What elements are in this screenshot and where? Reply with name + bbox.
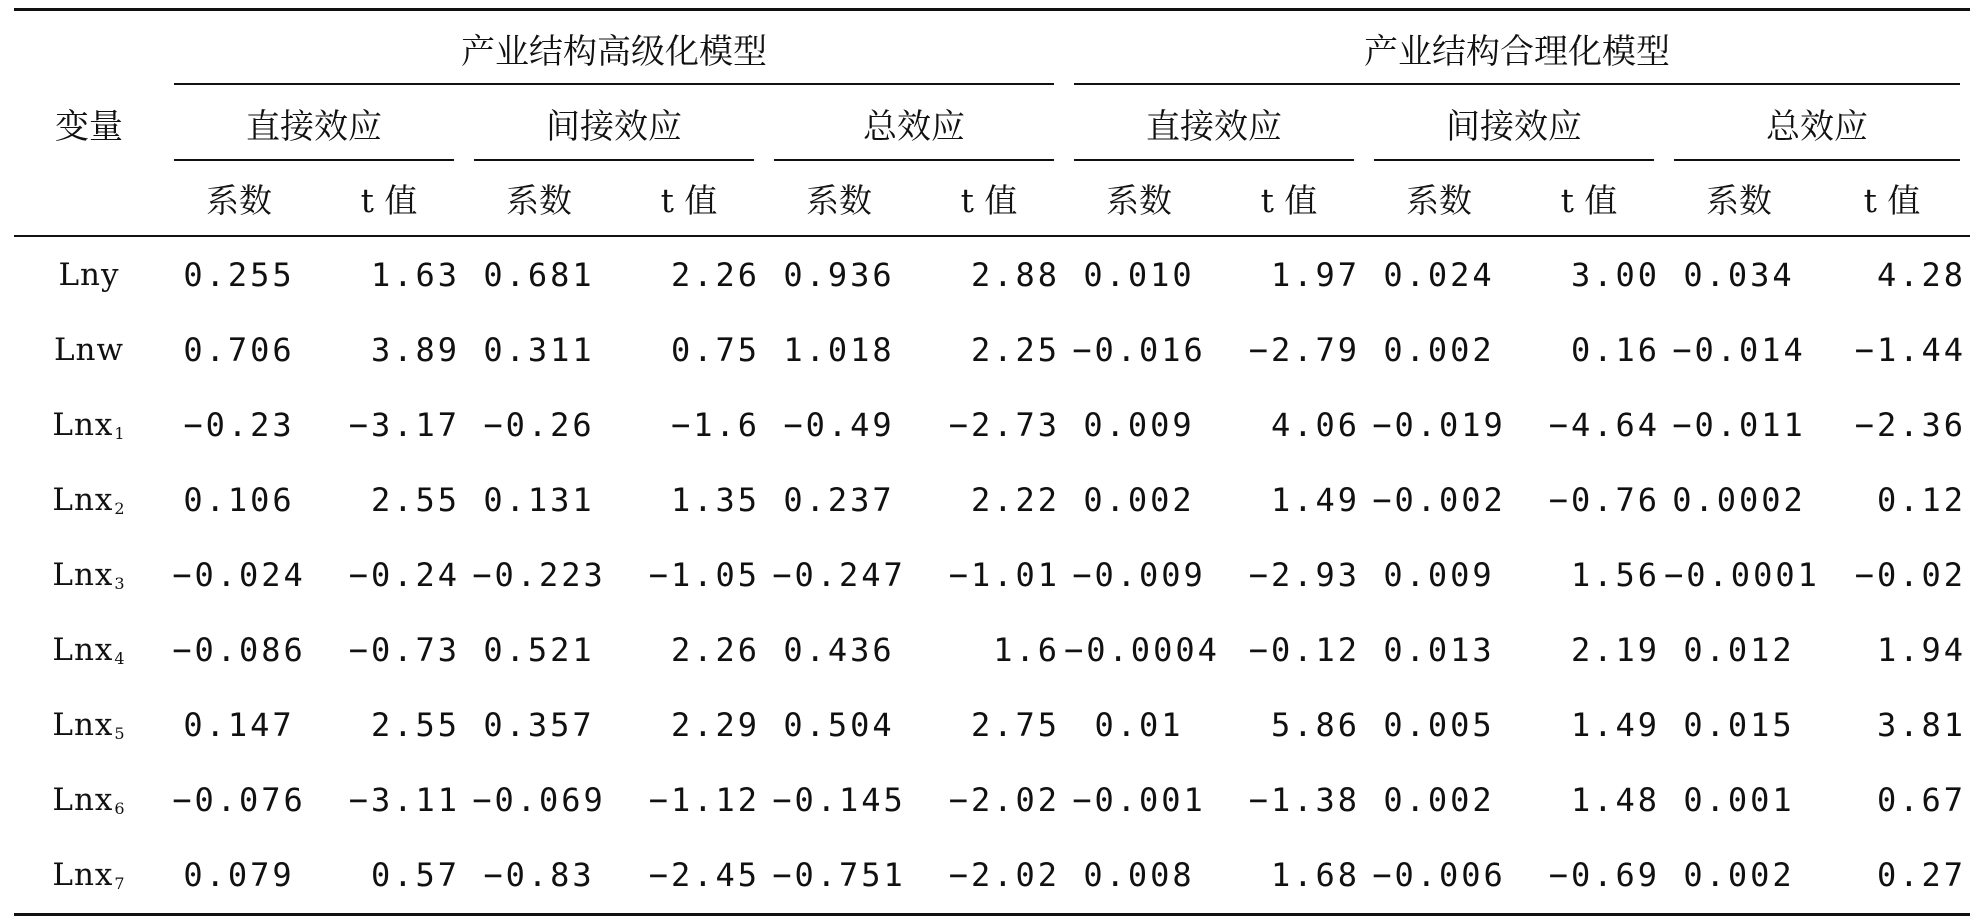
t-value-cell: −0.73 <box>348 630 460 669</box>
t-value-cell: −0.12 <box>1248 630 1360 669</box>
variable-header: 变量 <box>14 10 164 237</box>
variable-label: Lnx <box>52 857 114 893</box>
coefficient-cell: −0.751 <box>772 856 906 894</box>
table-body <box>14 236 1970 915</box>
t-column-header: t 值 <box>960 180 1018 220</box>
coefficient-cell: −0.011 <box>1672 405 1806 444</box>
t-value-cell: 5.86 <box>1270 705 1360 744</box>
effect-header: 间接效应 <box>1364 85 1664 161</box>
table-row <box>14 462 1970 537</box>
variable-name <box>14 236 164 312</box>
table-row <box>14 762 1970 837</box>
variable-label: Lnx <box>52 781 114 818</box>
effect-header: 总效应 <box>1664 85 1970 161</box>
t-value-cell: 2.25 <box>970 330 1060 369</box>
coef-column-header: 系数 <box>1406 180 1472 220</box>
t-value-cell: −0.02 <box>1854 555 1966 594</box>
coefficient-cell: −0.145 <box>772 780 906 819</box>
effect-header: 间接效应 <box>464 85 764 161</box>
variable-subscript: 1 <box>114 423 126 443</box>
t-value-cell: −2.45 <box>648 856 760 894</box>
t-value-cell: −1.12 <box>648 780 760 819</box>
coefficient-cell: 0.005 <box>1383 705 1495 744</box>
model-group-header-advanced: 产业结构高级化模型 <box>164 10 1064 86</box>
t-value-cell: −1.44 <box>1854 330 1966 369</box>
t-value-cell: 2.55 <box>370 480 460 519</box>
t-value-cell: −2.02 <box>948 856 1060 894</box>
effect-header: 直接效应 <box>164 85 464 161</box>
variable-subscript: 3 <box>114 573 126 593</box>
variable-name <box>14 462 164 537</box>
variable-subscript: 7 <box>114 874 126 893</box>
t-value-cell: −2.79 <box>1248 330 1360 369</box>
t-value-cell: −4.64 <box>1548 405 1660 444</box>
model-group-header-rational: 产业结构合理化模型 <box>1064 10 1970 86</box>
t-value-cell: 0.75 <box>670 330 760 369</box>
variable-subscript: 5 <box>114 723 126 743</box>
t-value-cell: −3.11 <box>348 780 460 819</box>
table-row <box>14 837 1970 915</box>
t-value-cell: 0.27 <box>1876 856 1966 894</box>
coefficient-cell: 0.034 <box>1683 255 1795 294</box>
variable-name <box>14 612 164 687</box>
t-column-header: t 值 <box>660 180 718 220</box>
t-value-cell: −2.73 <box>948 405 1060 444</box>
coefficient-cell: −0.23 <box>183 405 295 444</box>
t-value-cell: −3.17 <box>348 405 460 444</box>
table-row <box>14 537 1970 612</box>
variable-label: Lnx <box>52 406 114 443</box>
table-row <box>14 236 1970 312</box>
coefficient-cell: 0.002 <box>1083 480 1195 519</box>
coefficient-cell: 0.01 <box>1094 705 1184 744</box>
coefficient-cell: 0.013 <box>1383 630 1495 669</box>
coefficient-cell: −0.019 <box>1372 405 1506 444</box>
t-column-header: t 值 <box>1560 180 1618 220</box>
variable-label: Lnx <box>52 481 114 518</box>
variable-label: Lnx <box>52 706 114 743</box>
t-value-cell: 1.94 <box>1876 630 1966 669</box>
coefficient-cell: 0.009 <box>1383 555 1495 594</box>
t-value-cell: 1.49 <box>1570 705 1660 744</box>
coefficient-cell: 0.001 <box>1683 780 1795 819</box>
t-value-cell: 2.26 <box>670 630 760 669</box>
coefficient-cell: 0.015 <box>1683 705 1795 744</box>
t-value-cell: 1.49 <box>1270 480 1360 519</box>
coefficient-cell: −0.002 <box>1372 480 1506 519</box>
variable-subscript: 6 <box>114 798 126 818</box>
t-value-cell: 2.19 <box>1570 630 1660 669</box>
coefficient-cell: 0.357 <box>483 705 595 744</box>
t-value-cell: 1.68 <box>1270 856 1360 894</box>
t-value-cell: 0.12 <box>1876 480 1966 519</box>
coefficient-cell: 0.002 <box>1383 780 1495 819</box>
coefficient-cell: 0.936 <box>783 255 895 294</box>
t-value-cell: 0.67 <box>1876 780 1966 819</box>
coefficient-cell: 0.521 <box>483 630 595 669</box>
coefficient-cell: 0.009 <box>1083 405 1195 444</box>
t-value-cell: 4.28 <box>1876 255 1966 294</box>
coefficient-cell: −0.076 <box>172 780 306 819</box>
variable-name <box>14 687 164 762</box>
t-value-cell: 0.57 <box>370 856 460 894</box>
coefficient-cell: −0.001 <box>1072 780 1206 819</box>
t-value-cell: 1.56 <box>1570 555 1660 594</box>
coefficient-cell: 0.504 <box>783 705 895 744</box>
coefficient-cell: 0.002 <box>1383 330 1495 369</box>
coef-column-header: 系数 <box>506 180 572 220</box>
variable-label: Lnw <box>53 331 125 368</box>
coefficient-cell: −0.83 <box>483 856 595 894</box>
t-value-cell: −1.01 <box>948 555 1060 594</box>
t-value-cell: −1.05 <box>648 555 760 594</box>
t-value-cell: 1.63 <box>370 255 460 294</box>
variable-label: Lny <box>58 256 120 293</box>
coefficient-cell: −0.223 <box>472 555 606 594</box>
t-value-cell: 2.29 <box>670 705 760 744</box>
coefficient-cell: −0.014 <box>1672 330 1806 369</box>
variable-name <box>14 837 164 915</box>
t-value-cell: −0.69 <box>1548 856 1660 894</box>
t-value-cell: 2.26 <box>670 255 760 294</box>
coefficient-cell: 0.255 <box>183 255 295 294</box>
variable-label: Lnx <box>52 631 114 668</box>
regression-table-container <box>14 8 1970 916</box>
coefficient-cell: 0.681 <box>483 255 595 294</box>
coefficient-cell: 0.706 <box>183 330 295 369</box>
t-value-cell: 3.89 <box>370 330 460 369</box>
coefficient-cell: 0.024 <box>1383 255 1495 294</box>
t-value-cell: 0.16 <box>1570 330 1660 369</box>
t-value-cell: 4.06 <box>1270 405 1360 444</box>
t-value-cell: 2.55 <box>370 705 460 744</box>
coefficient-cell: 0.131 <box>483 480 595 519</box>
coefficient-cell: −0.26 <box>483 405 595 444</box>
coefficient-cell: −0.0001 <box>1664 555 1820 594</box>
variable-name <box>14 537 164 612</box>
t-value-cell: 1.35 <box>670 480 760 519</box>
variable-label: Lnx <box>52 556 114 593</box>
coef-column-header: 系数 <box>206 180 272 220</box>
coefficient-cell: −0.0004 <box>1064 630 1220 669</box>
t-value-cell: 1.97 <box>1270 255 1360 294</box>
variable-name <box>14 387 164 462</box>
coefficient-cell: −0.024 <box>172 555 306 594</box>
coefficient-cell: 0.147 <box>183 705 295 744</box>
variable-name <box>14 762 164 837</box>
coefficient-cell: 0.106 <box>183 480 295 519</box>
coefficient-cell: 0.008 <box>1083 856 1195 894</box>
table-row <box>14 312 1970 387</box>
coefficient-cell: 0.079 <box>183 856 295 894</box>
t-value-cell: 2.88 <box>970 255 1060 294</box>
effect-header: 总效应 <box>764 85 1064 161</box>
effect-header: 直接效应 <box>1064 85 1364 161</box>
coefficient-cell: 0.436 <box>783 630 895 669</box>
t-value-cell: 2.22 <box>970 480 1060 519</box>
t-value-cell: −2.93 <box>1248 555 1360 594</box>
table-row <box>14 687 1970 762</box>
t-value-cell: −0.76 <box>1548 480 1660 519</box>
table-row <box>14 612 1970 687</box>
coefficient-cell: 0.237 <box>783 480 895 519</box>
coefficient-cell: −0.006 <box>1372 856 1506 894</box>
coefficient-cell: −0.016 <box>1072 330 1206 369</box>
table-row <box>14 387 1970 462</box>
coef-column-header: 系数 <box>1106 180 1172 220</box>
t-value-cell: 3.00 <box>1570 255 1660 294</box>
t-value-cell: −1.6 <box>670 405 760 444</box>
coefficient-cell: −0.009 <box>1072 555 1206 594</box>
t-value-cell: 1.6 <box>993 630 1060 669</box>
t-value-cell: −0.24 <box>348 555 460 594</box>
coefficient-cell: 0.010 <box>1083 255 1195 294</box>
variable-subscript: 4 <box>114 648 126 668</box>
variable-name <box>14 312 164 387</box>
spatial-effects-table <box>14 8 1970 916</box>
coefficient-cell: 0.012 <box>1683 630 1795 669</box>
t-value-cell: 1.48 <box>1570 780 1660 819</box>
coefficient-cell: 0.002 <box>1683 856 1795 894</box>
coefficient-cell: 0.0002 <box>1672 480 1806 519</box>
coefficient-cell: −0.069 <box>472 780 606 819</box>
coefficient-cell: 0.311 <box>483 330 595 369</box>
coef-column-header: 系数 <box>806 180 872 220</box>
t-value-cell: −2.36 <box>1854 405 1966 444</box>
t-column-header: t 值 <box>1863 180 1921 220</box>
coef-column-header: 系数 <box>1706 180 1772 220</box>
t-value-cell: 2.75 <box>970 705 1060 744</box>
t-column-header: t 值 <box>1260 180 1318 220</box>
variable-subscript: 2 <box>114 498 126 518</box>
t-value-cell: −1.38 <box>1248 780 1360 819</box>
coefficient-cell: −0.49 <box>783 405 895 444</box>
t-value-cell: −2.02 <box>948 780 1060 819</box>
coefficient-cell: −0.247 <box>772 555 906 594</box>
coefficient-cell: −0.086 <box>172 630 306 669</box>
t-column-header: t 值 <box>360 180 418 220</box>
t-value-cell: 3.81 <box>1876 705 1966 744</box>
coefficient-cell: 1.018 <box>783 330 895 369</box>
